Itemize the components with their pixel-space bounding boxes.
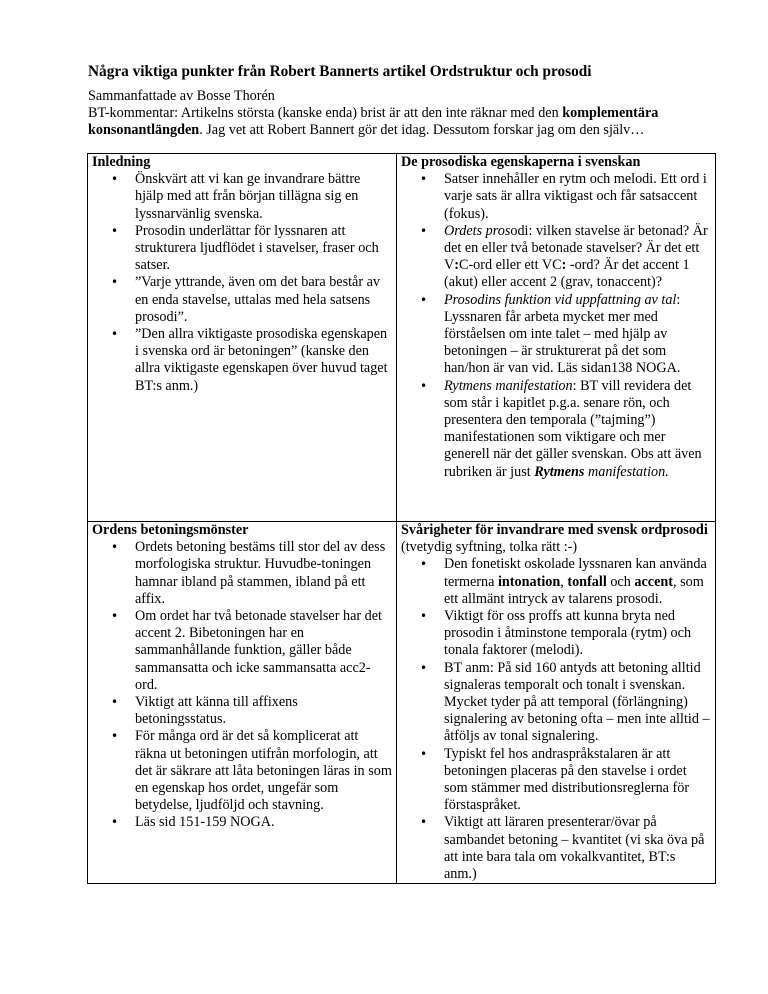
cell-inledning xyxy=(88,154,397,522)
list-item: • Viktigt att läraren presenterar/övar på sambandet betoning – kvantitet (vi ska öva på att inte bara tala om vokalkvantitet, BT:s anm.) xyxy=(444,814,711,883)
italic-text: Prosodins funktion vid uppfattning av tal xyxy=(444,291,677,308)
italic-text: manifestation. xyxy=(584,463,669,480)
list-item: • Läs sid 151-159 NOGA. xyxy=(135,814,392,831)
item-text: och xyxy=(606,573,635,590)
document-title: Några viktiga punkter från Robert Bannerts artikel Ordstruktur och prosodi xyxy=(88,63,592,80)
list-item: • ”Den allra viktigaste prosodiska egenskapen i svenska ord är betoningen” (kanske den allra viktigaste egenskapen över huvud taget BT:s anm.) xyxy=(135,326,392,395)
italic-text: Rytmens manifestation xyxy=(444,377,573,394)
item-text: Den fonetiskt oskolade lyssnaren kan använda termerna xyxy=(444,556,707,590)
item-text: -ord? Är det accent 1 (akut) eller accent 2 (grav, tonaccent)? xyxy=(444,257,690,291)
list-item: • Typiskt fel hos andraspråkstalaren är att betoningen placeras på den stavelse i ordet som stämmer med distributionsreglerna för förstaspråket. xyxy=(444,746,711,815)
bold-term: intonation xyxy=(497,573,561,590)
heading-bold: Svårigheter för invandrare med svensk ordprosodi xyxy=(401,522,708,538)
bt-comment-text: BT-kommentar: Artikelns största (kanske enda) brist är att den inte räknar med den xyxy=(88,105,563,122)
summary-table xyxy=(87,153,716,884)
bt-comment-text-end: . Jag vet att Robert Bannert gör det idag. Dessutom forskar jag om den själv… xyxy=(199,122,645,139)
length-mark: : xyxy=(454,257,459,274)
item-text: C-ord eller ett VC xyxy=(458,257,562,274)
intro-section xyxy=(88,88,728,140)
cell-heading xyxy=(401,522,711,556)
bold-italic-text: Rytmens xyxy=(534,463,585,480)
cell-svarigheter xyxy=(397,522,716,884)
bullet-list xyxy=(401,171,711,481)
list-item: • Viktigt att känna till affixens betoningsstatus. xyxy=(135,694,392,728)
italic-text: Ordets pros xyxy=(444,222,511,239)
bullet-list xyxy=(401,556,711,883)
bt-comment-bold: komplementära konsonantlängden xyxy=(88,105,659,139)
list-item xyxy=(444,223,711,292)
list-item xyxy=(444,556,711,608)
cell-heading: Ordens betoningsmönster xyxy=(92,522,249,538)
list-item: • Prosodin underlättar för lyssnaren att strukturera ljudflödet i stavelser, fraser och satser. xyxy=(135,223,392,275)
list-item: • ”Varje yttrande, även om det bara består av en enda stavelse, uttalas med hela satsens prosodi”. xyxy=(135,274,392,326)
list-item: • BT anm: På sid 160 antyds att betoning alltid signaleras temporalt och tonalt i svenskan. Mycket tyder på att temporal (förlängning) signalering av betoning ofta – men inte alltid – åtföljs av tonal signalering. xyxy=(444,660,711,746)
list-item: • Ordets betoning bestäms till stor del av dess morfologiska struktur. Huvudbe-toningen hamnar ibland på stammen, ibland på ett affix. xyxy=(135,539,392,608)
item-text: , xyxy=(560,573,568,590)
author-line: Sammanfattade av Bosse Thorén xyxy=(88,88,275,104)
item-text: : BT vill revidera det som står i kapitlet p.g.a. senare rön, och presentera den temporala (”tajming”) manifestationen som viktigare och mer generell när det gäller svenskan. Obs att även rubriken är just xyxy=(444,377,702,480)
cell-prosodiska-egenskaper xyxy=(397,154,716,522)
list-item: • Önskvärt att vi kan ge invandrare bättre hjälp med att från början tillägna sig en lyssnarvänlig svenska. xyxy=(135,171,392,223)
list-item xyxy=(444,378,711,481)
bullet-list xyxy=(92,171,392,395)
item-text: : Lyssnaren får arbeta mycket mer med förståelsen om inte talet – med hjälp av betoningen – är strukturerat på det som han/hon är van vid. Läs sidan138 NOGA. xyxy=(444,291,681,377)
list-item: • Satser innehåller en rytm och melodi. Ett ord i varje sats är allra viktigast och får satsaccent (fokus). xyxy=(444,171,711,223)
list-item: • Om ordet har två betonade stavelser har det accent 2. Bibetoningen har en sammanhållande funktion, gäller både sammansatta och icke sammansatta acc2-ord. xyxy=(135,608,392,694)
item-text: odi: vilken stavelse är betonad? Är det en eller två betonade stavelser? Är det ett V xyxy=(444,222,708,274)
list-item: • För många ord är det så komplicerat att räkna ut betoningen utifrån morfologin, att det är säkrare att låta betoningen läras in som en egenskap hos ordet, ungefär som betydelse, ljudföljd och stavning. xyxy=(135,728,392,814)
cell-betoningsmonster xyxy=(88,522,397,884)
bold-term: tonfall xyxy=(567,573,607,590)
item-text: , som ett allmänt intryck av talarens prosodi. xyxy=(444,573,704,607)
list-item: • Viktigt för oss proffs att kunna bryta ned prosodin i åtminstone temporala (rytm) och tonala faktorer (melodi). xyxy=(444,608,711,660)
table-row xyxy=(88,154,716,522)
table-row xyxy=(88,522,716,884)
bullet-list xyxy=(92,539,392,831)
bold-term: accent xyxy=(634,573,673,590)
heading-rest: (tvetydig syftning, tolka rätt :-) xyxy=(401,539,578,556)
cell-heading: De prosodiska egenskaperna i svenskan xyxy=(401,154,641,170)
list-item xyxy=(444,292,711,378)
bt-comment xyxy=(88,105,728,139)
length-mark: : xyxy=(561,257,567,274)
cell-heading: Inledning xyxy=(92,154,151,170)
